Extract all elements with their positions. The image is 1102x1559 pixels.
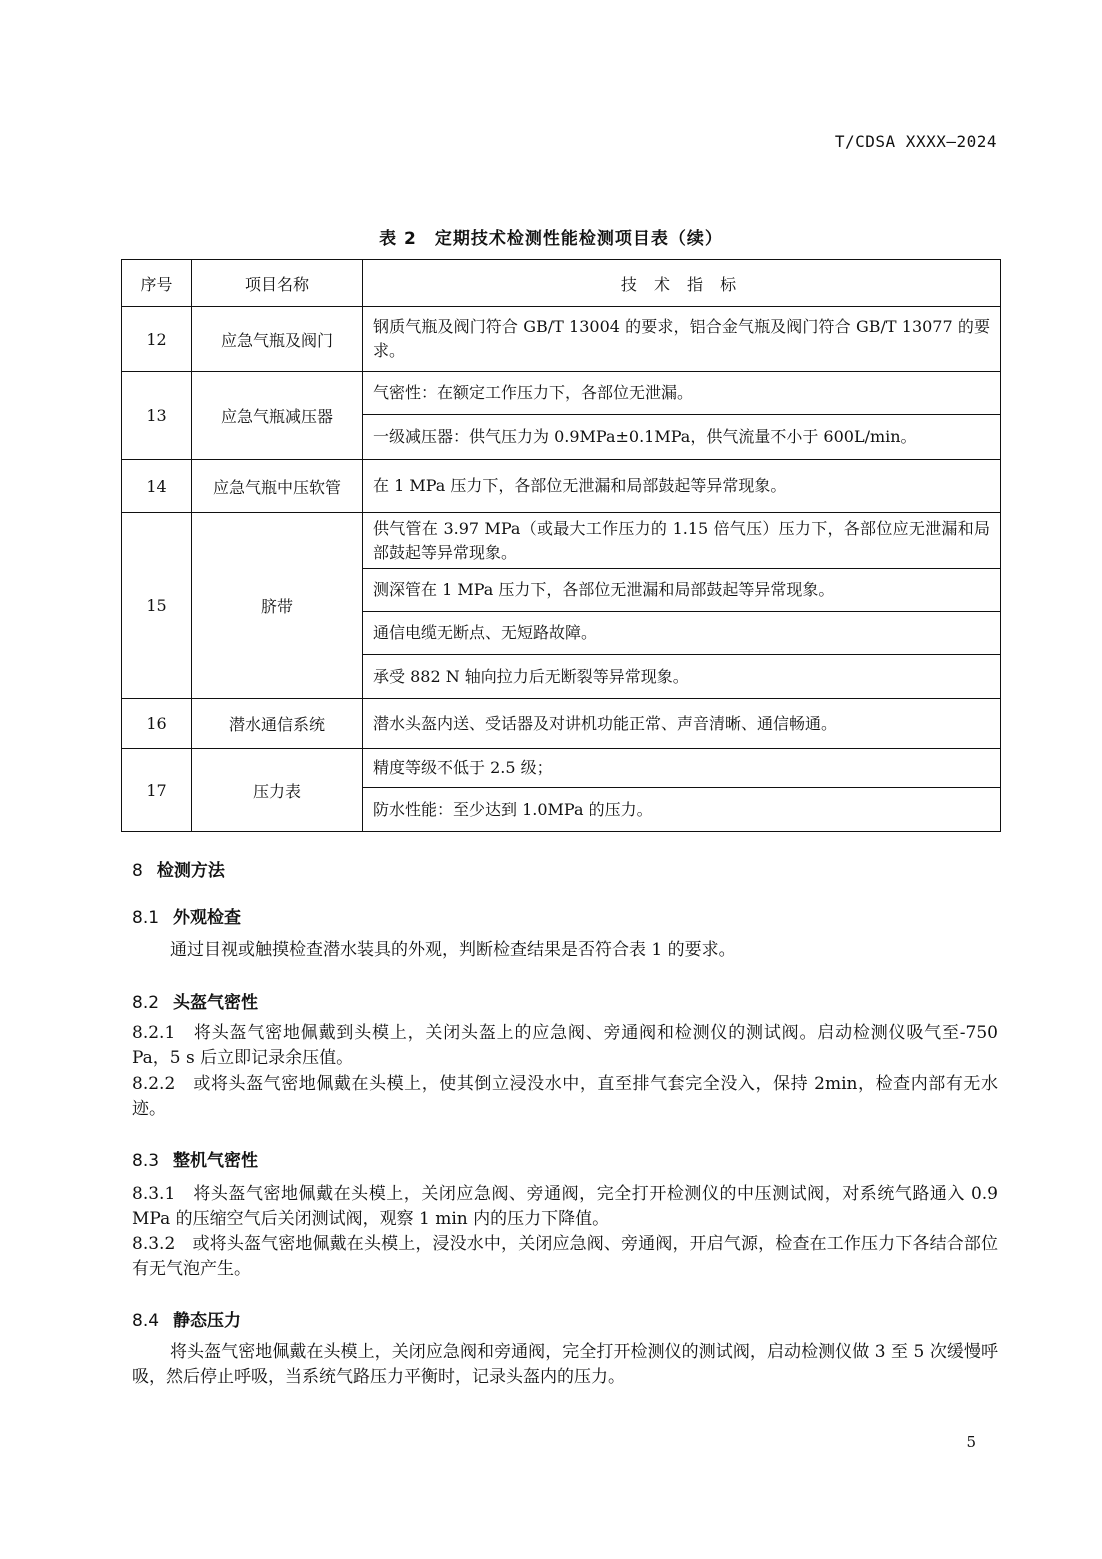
- section-8-2-2-text: 8.2.2 或将头盔气密地佩戴在头模上，使其倒立浸没水中，直至排气套完全没入，保持 2min，检查内部有无水迹。: [132, 1074, 998, 1119]
- row-name: 脐带: [192, 513, 363, 699]
- section-8-4-text: 将头盔气密地佩戴在头模上，关闭应急阀和旁通阀，完全打开检测仪的测试阀，启动检测仪做 3 至 5 次缓慢呼吸，然后停止呼吸，当系统气路压力平衡时，记录头盔内的压力。: [132, 1342, 998, 1387]
- section-8-3-1-text: 8.3.1 将头盔气密地佩戴在头模上，关闭应急阀、旁通阀，完全打开检测仪的中压测试阀，对系统气路通入 0.9 MPa 的压缩空气后关闭测试阀，观察 1 min 内的压力下降值。: [132, 1184, 998, 1229]
- table-header-row: [122, 260, 1001, 307]
- row-name: 潜水通信系统: [192, 699, 363, 749]
- row-spec: 在 1 MPa 压力下，各部位无泄漏和局部鼓起等异常现象。: [363, 460, 1001, 513]
- row-num: 15: [122, 513, 192, 699]
- section-title: 整机气密性: [173, 1151, 259, 1171]
- section-number: 8: [132, 861, 143, 881]
- table-row: [122, 307, 1001, 372]
- section-8-2-1-text: 8.2.1 将头盔气密地佩戴到头模上，关闭头盔上的应急阀、旁通阀和检测仪的测试阀。启动检测仪吸气至-750 Pa，5 s 后立即记录余压值。: [132, 1023, 998, 1068]
- row-num: 12: [122, 307, 192, 372]
- table-row: [122, 699, 1001, 749]
- row-spec: 通信电缆无断点、无短路故障。: [363, 612, 1001, 655]
- row-spec: 气密性：在额定工作压力下，各部位无泄漏。: [363, 372, 1001, 415]
- section-title: 静态压力: [173, 1311, 242, 1331]
- section-8-1-text: 通过目视或触摸检查潜水装具的外观，判断检查结果是否符合表 1 的要求。: [170, 940, 736, 960]
- section-8-heading: [132, 856, 225, 881]
- row-num: 13: [122, 372, 192, 460]
- table-row: [122, 372, 1001, 415]
- section-8-1-heading: [132, 903, 241, 928]
- row-spec: 潜水头盔内送、受话器及对讲机功能正常、声音清晰、通信畅通。: [363, 699, 1001, 749]
- section-number: 8.1: [132, 908, 160, 928]
- page-number: 5: [966, 1433, 976, 1451]
- table-row: [122, 749, 1001, 788]
- row-num: 16: [122, 699, 192, 749]
- section-8-3-heading: [132, 1146, 258, 1171]
- row-spec: 防水性能：至少达到 1.0MPa 的压力。: [363, 788, 1001, 832]
- header-spec: 技 术 指 标: [363, 260, 1001, 307]
- header-num: 序号: [122, 260, 192, 307]
- header-name: 项目名称: [192, 260, 363, 307]
- section-title: 外观检查: [173, 908, 242, 928]
- spec-table: [121, 259, 1001, 832]
- row-name: 压力表: [192, 749, 363, 832]
- section-number: 8.3: [132, 1151, 160, 1171]
- section-title: 检测方法: [156, 861, 225, 881]
- row-spec: 一级减压器：供气压力为 0.9MPa±0.1MPa，供气流量不小于 600L/min。: [363, 415, 1001, 460]
- row-name: 应急气瓶减压器: [192, 372, 363, 460]
- section-8-4-heading: [132, 1306, 241, 1331]
- row-spec: 测深管在 1 MPa 压力下，各部位无泄漏和局部鼓起等异常现象。: [363, 569, 1001, 612]
- row-num: 17: [122, 749, 192, 832]
- row-spec: 承受 882 N 轴向拉力后无断裂等异常现象。: [363, 655, 1001, 699]
- section-number: 8.4: [132, 1311, 160, 1331]
- row-num: 14: [122, 460, 192, 513]
- row-spec: 供气管在 3.97 MPa（或最大工作压力的 1.15 倍气压）压力下，各部位应无泄漏和局部鼓起等异常现象。: [363, 513, 1001, 569]
- row-name: 应急气瓶及阀门: [192, 307, 363, 372]
- section-8-2-heading: [132, 988, 258, 1013]
- table-caption: 表 2 定期技术检测性能检测项目表（续）: [379, 229, 723, 249]
- section-title: 头盔气密性: [173, 993, 259, 1013]
- table-row: [122, 513, 1001, 569]
- table-row: [122, 460, 1001, 513]
- section-8-3-2-text: 8.3.2 或将头盔气密地佩戴在头模上，浸没水中，关闭应急阀、旁通阀，开启气源，检查在工作压力下各结合部位有无气泡产生。: [132, 1234, 998, 1279]
- row-spec: 精度等级不低于 2.5 级；: [363, 749, 1001, 788]
- section-number: 8.2: [132, 993, 160, 1013]
- row-spec: 钢质气瓶及阀门符合 GB/T 13004 的要求，铝合金气瓶及阀门符合 GB/T 13077 的要求。: [363, 307, 1001, 372]
- document-code: T/CDSA XXXX—2024: [834, 132, 997, 151]
- row-name: 应急气瓶中压软管: [192, 460, 363, 513]
